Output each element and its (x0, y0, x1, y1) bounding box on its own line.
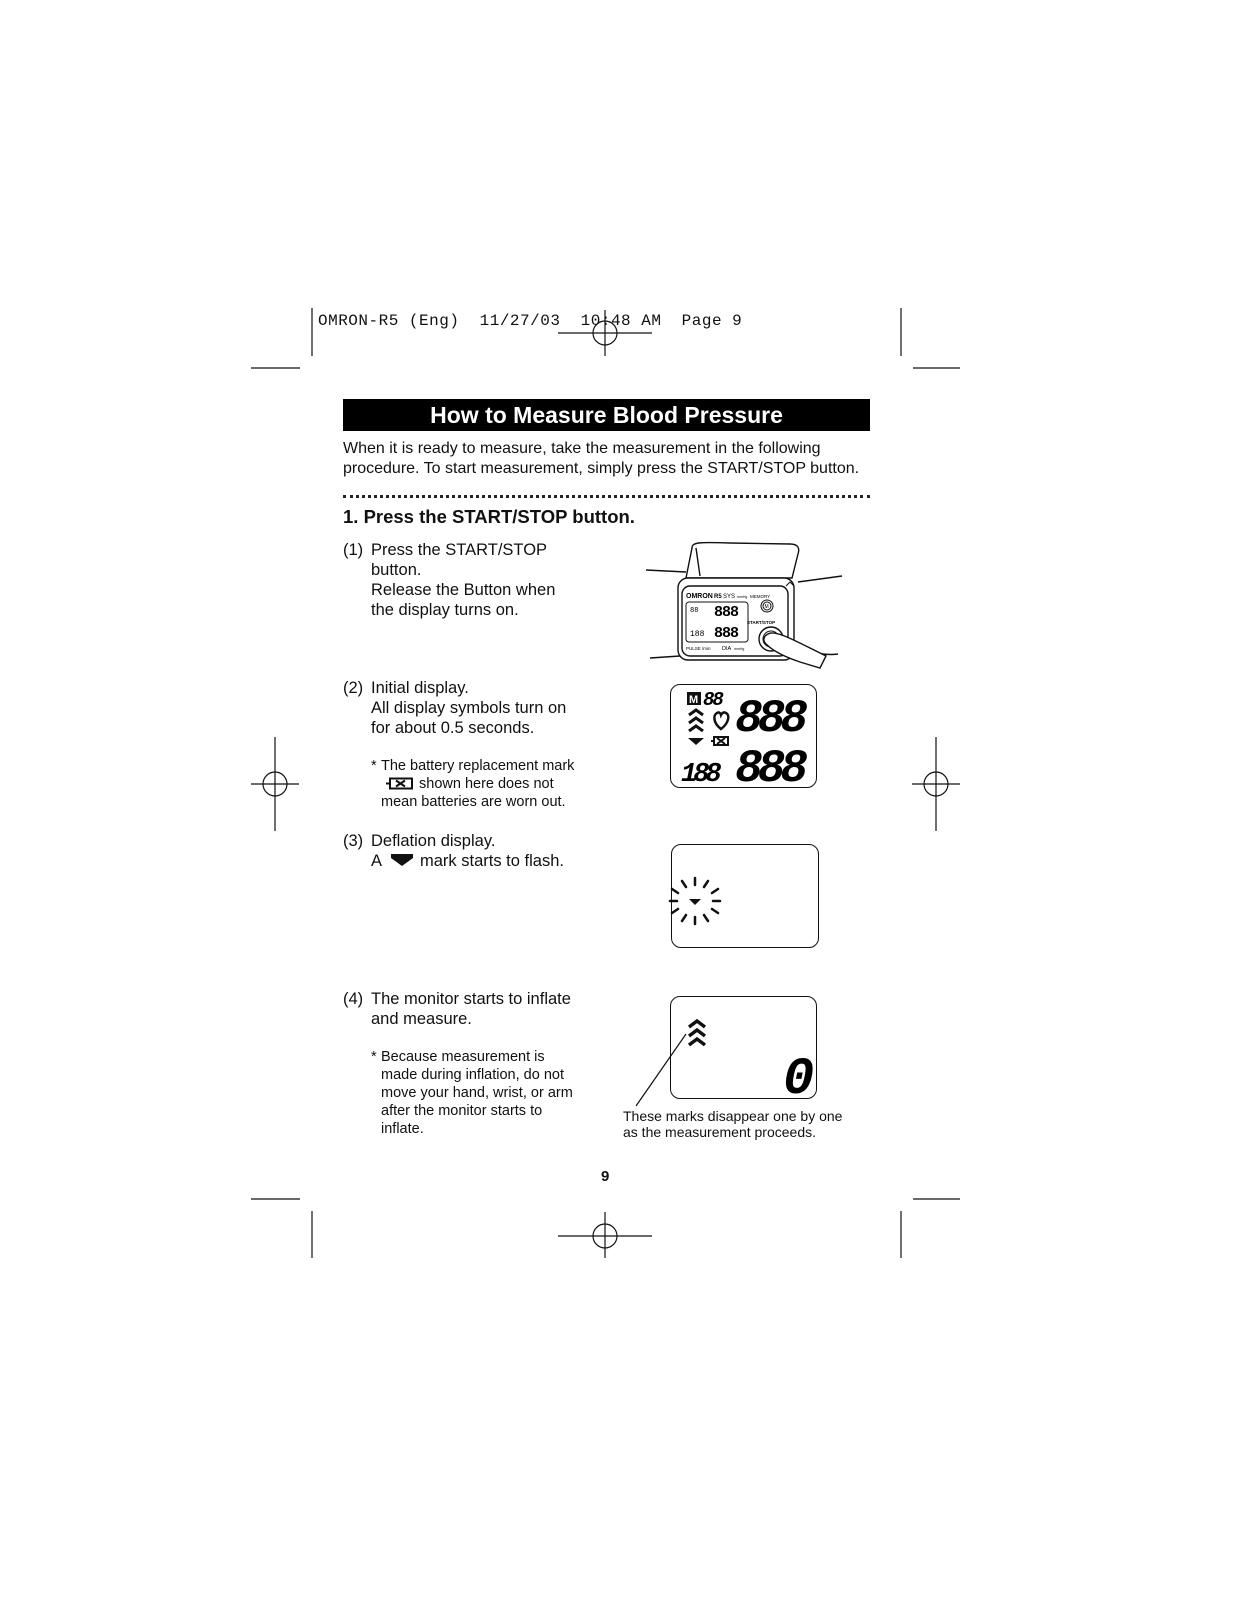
lcd-bottom-big: 888 (735, 743, 803, 795)
item-number: (1) (343, 541, 364, 559)
note-star: * (371, 1049, 377, 1065)
intro-line-1: When it is ready to measure, take the measurement in the following (343, 440, 821, 457)
wrist-monitor-illustration (640, 540, 850, 675)
intro-line-2: procedure. To start measurement, simply press the START/STOP button. (343, 460, 860, 477)
note-line: made during inflation, do not (381, 1067, 564, 1083)
deflation-heart-icon (390, 853, 414, 867)
device-memory-label: MEMORY (750, 594, 771, 599)
item-line-suffix: mark starts to flash. (420, 852, 564, 870)
item-line: Initial display. (371, 679, 469, 697)
item-line: for about 0.5 seconds. (371, 719, 535, 737)
m-button-label: M (764, 604, 769, 610)
dotted-divider (343, 495, 870, 498)
item-number: (4) (343, 990, 364, 1008)
start-stop-label: START/STOP (747, 620, 776, 625)
device-brand: OMRON (686, 593, 713, 600)
flashing-deflation-icon (660, 866, 730, 936)
svg-text:888: 888 (714, 625, 739, 642)
svg-text:888: 888 (714, 604, 739, 621)
lcd-initial-display (670, 684, 817, 795)
pulse-label: PULSE /min (686, 646, 711, 651)
note-line: The battery replacement mark (381, 758, 575, 774)
item-line: Deflation display. (371, 832, 496, 850)
caption-line: as the measurement proceeds. (623, 1124, 816, 1140)
svg-text:88: 88 (690, 607, 699, 615)
item-line-prefix: A (371, 852, 383, 870)
dia-unit: mmHg (734, 647, 745, 651)
note-star: * (371, 758, 377, 774)
item-line: the display turns on. (371, 601, 519, 619)
battery-replacement-icon (711, 737, 728, 745)
caption-line: These marks disappear one by one (623, 1108, 843, 1124)
dia-label: DIA (722, 646, 732, 652)
item-number: (3) (343, 832, 364, 850)
lcd-bottom-small: 188 (681, 760, 718, 790)
note-line: inflate. (381, 1121, 424, 1137)
device-sys-unit: mmHg (737, 595, 748, 599)
device-model: R5 (714, 594, 722, 600)
battery-replacement-icon (385, 777, 415, 791)
lcd-top-big: 888 (735, 693, 803, 745)
device-sys-label: SYS (723, 594, 736, 600)
inflation-caption (623, 1108, 873, 1140)
step-1-heading: 1. Press the START/STOP button. (343, 506, 635, 527)
page-title: How to Measure Blood Pressure (343, 399, 870, 431)
step-item-2 (343, 678, 643, 742)
note-line: after the monitor starts to (381, 1103, 543, 1119)
item-line: Press the START/STOP (371, 541, 548, 559)
intro-text (343, 439, 883, 479)
note-line: shown here does not (419, 776, 554, 792)
lcd-reading: 0 (783, 1050, 815, 1109)
note-line: move your hand, wrist, or arm (381, 1085, 573, 1101)
step-item-4 (343, 989, 643, 1033)
item-line: All display symbols turn on (371, 699, 567, 717)
memory-mark: M (689, 694, 699, 706)
item-line: Release the Button when (371, 581, 556, 599)
caption-leader-line (620, 1030, 700, 1110)
item-line: The monitor starts to inflate (371, 990, 571, 1008)
item-line: button. (371, 561, 422, 579)
item-line: and measure. (371, 1010, 472, 1028)
note-line: Because measurement is (381, 1049, 545, 1065)
deflation-heart-icon (688, 738, 704, 745)
step-item-1 (343, 540, 643, 624)
item-number: (2) (343, 679, 364, 697)
note-line: mean batteries are worn out. (381, 794, 566, 810)
heart-outline-icon (714, 712, 728, 729)
step-item-3 (343, 831, 643, 875)
lcd-top-small: 88 (703, 689, 722, 711)
print-slug: OMRON-R5 (Eng) 11/27/03 10:48 AM Page 9 (318, 312, 743, 330)
svg-text:188: 188 (690, 630, 705, 639)
page-number: 9 (601, 1168, 610, 1185)
inflation-chevron-icon (689, 710, 703, 731)
